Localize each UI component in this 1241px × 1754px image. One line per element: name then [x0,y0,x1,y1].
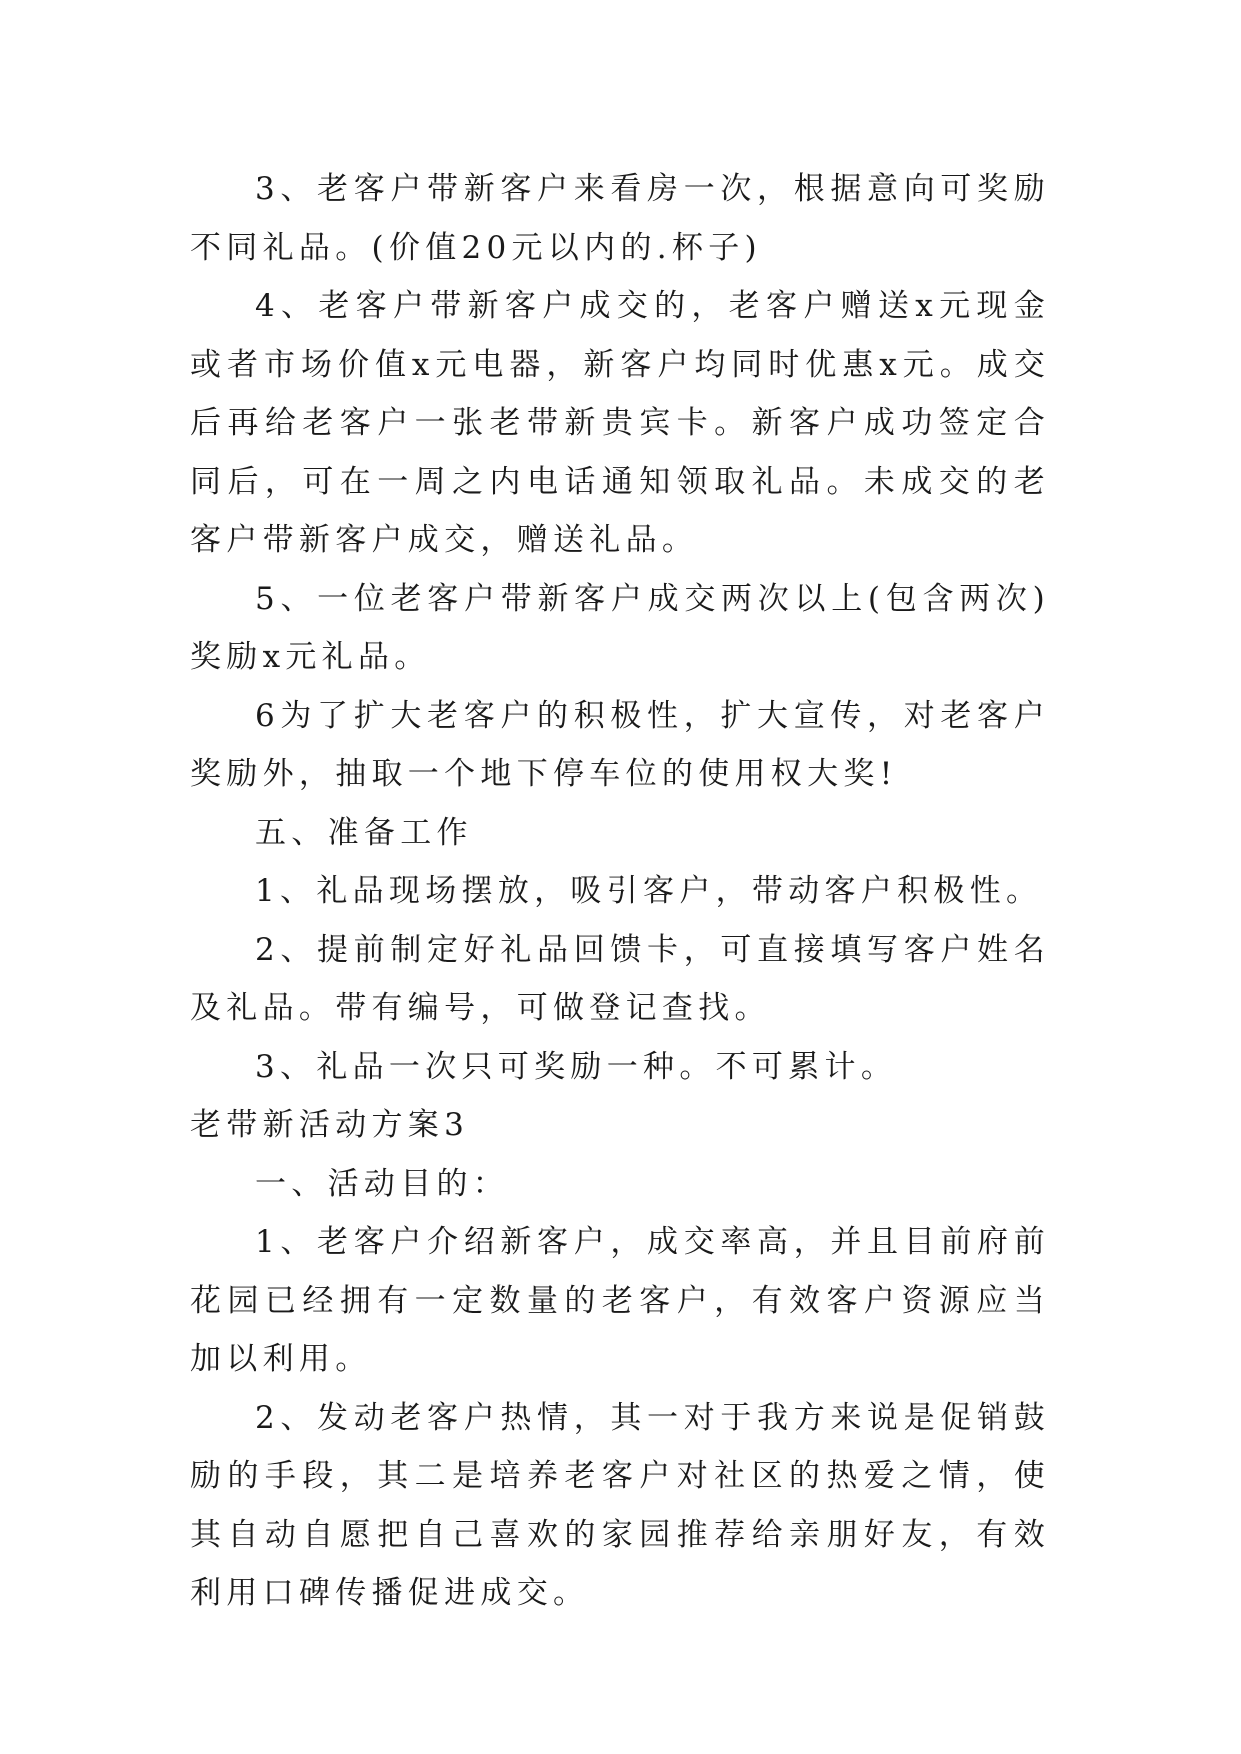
paragraph-prep-1: 1、礼品现场摆放，吸引客户，带动客户积极性。 [255,873,1043,909]
paragraph-purpose-1: 1、老客户介绍新客户，成交率高，并且目前府前花园已经拥有一定数量的老客户，有效客户资源应当加以利用。 [190,1224,1050,1377]
section-heading-purpose: 一、活动目的： [255,1165,510,1202]
document-body [190,160,1050,1623]
paragraph-prep-3: 3、礼品一次只可奖励一种。不可累计。 [255,1048,898,1085]
paragraph-prep-2: 2、提前制定好礼品回馈卡，可直接填写客户姓名及礼品。带有编号，可做登记查找。 [190,931,1050,1026]
paragraph-item-4-reward: 4、老客户带新客户成交的，老客户赠送x元现金或者市场价值x元电器，新客户均同时优惠x元。成交后再给老客户一张老带新贵宾卡。新客户成功签定合同后，可在一周之内电话通知领取礼品。未成交的老客户带新客户成交，赠送礼品。 [190,288,1050,558]
paragraph-item-5-reward: 5、一位老客户带新客户成交两次以上(包含两次)奖励x元礼品。 [190,580,1050,675]
document-title-plan-3: 老带新活动方案3 [190,1107,470,1143]
paragraph-item-3-gift: 3、老客户带新客户来看房一次，根据意向可奖励不同礼品。(价值20元以内的.杯子) [190,171,1050,266]
section-heading-preparation: 五、准备工作 [255,814,473,851]
paragraph-item-6-grand-prize: 6为了扩大老客户的积极性，扩大宣传，对老客户奖励外，抽取一个地下停车位的使用权大奖! [190,697,1050,792]
paragraph-purpose-2: 2、发动老客户热情，其一对于我方来说是促销鼓励的手段，其二是培养老客户对社区的热爱之情，使其自动自愿把自己喜欢的家园推荐给亲朋好友，有效利用口碑传播促进成交。 [190,1399,1050,1611]
